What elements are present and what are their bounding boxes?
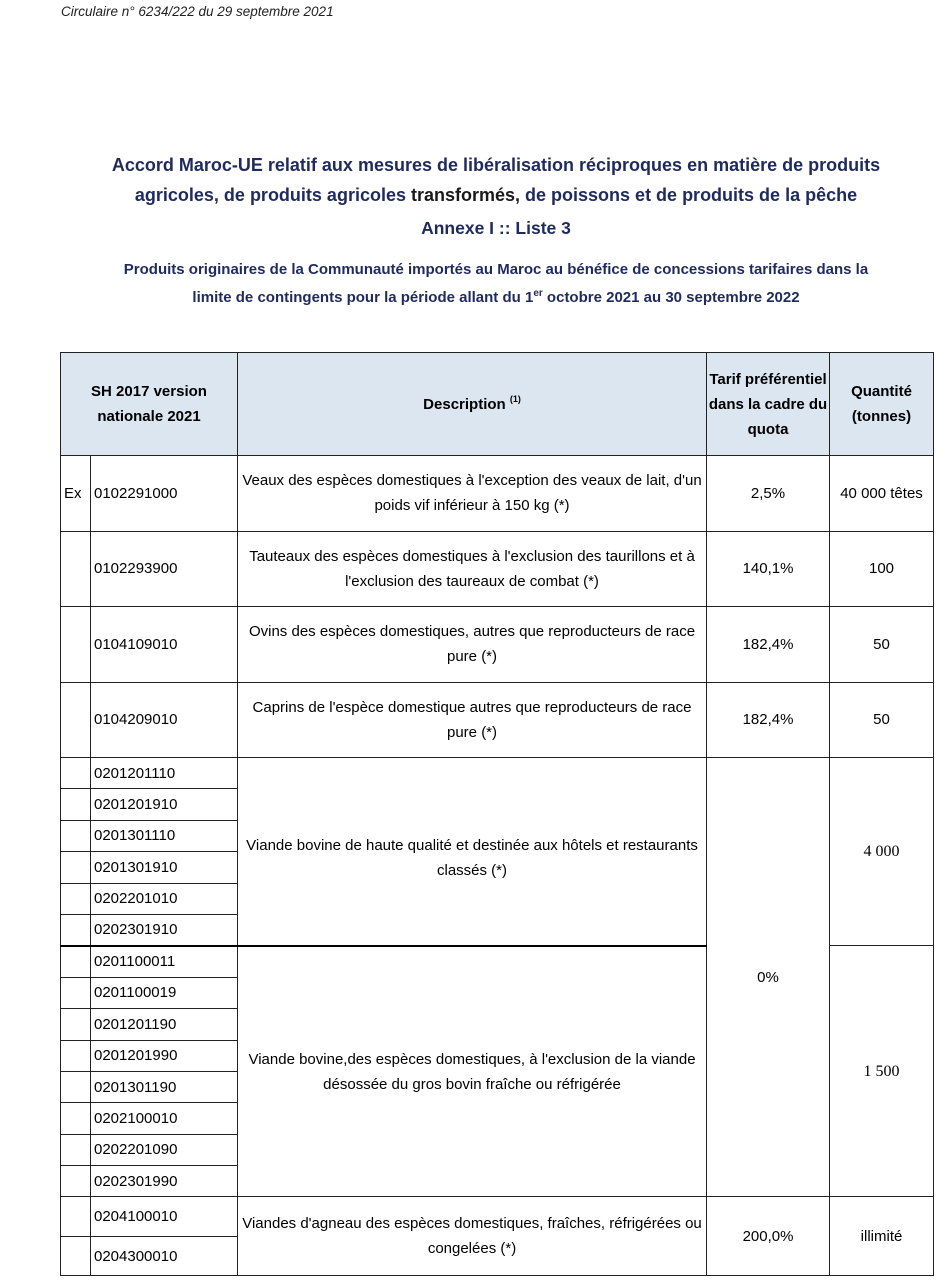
title-line-2 [60, 180, 932, 210]
ex-flag [61, 820, 91, 851]
sh-code: 0201100011 [91, 946, 238, 977]
title-line-2b: transformés, [410, 185, 521, 205]
header-quantite [830, 353, 934, 456]
ex-flag [61, 789, 91, 820]
quantite: 50 [830, 607, 934, 683]
tarif: 140,1% [707, 531, 830, 607]
ex-flag [61, 607, 91, 683]
header-sh [61, 353, 238, 456]
subtitle-line-2b: octobre 2021 au 30 septembre 2022 [542, 289, 800, 306]
tarif: 182,4% [707, 607, 830, 683]
description: Veaux des espèces domestiques à l'exception des veaux de lait, d'un poids vif inférieur à 150 kg (*) [238, 456, 707, 532]
sh-code: 0201201990 [91, 1040, 238, 1071]
sh-code: 0202301910 [91, 914, 238, 945]
table-header-row [61, 353, 934, 456]
sh-code: 0102293900 [91, 531, 238, 607]
header-description-label: Description [423, 395, 506, 413]
table-row [61, 607, 934, 683]
ex-flag [61, 758, 91, 789]
title-line-2c: de poissons et de produits de la pêche [520, 185, 858, 205]
tarif: 0% [707, 758, 830, 1197]
quantite: 50 [830, 682, 934, 758]
ex-flag [61, 1134, 91, 1165]
sh-code: 0201100019 [91, 977, 238, 1008]
subtitle-line-1: Produits originaires de la Communauté importés au Maroc au bénéfice de concessions tarifaires dans la [123, 261, 869, 278]
document-title [60, 150, 932, 210]
sh-code: 0201201910 [91, 789, 238, 820]
table-row [61, 1197, 934, 1237]
table-row [61, 682, 934, 758]
header-quantite-label: Quantité (tonnes) [851, 383, 912, 425]
ex-flag [61, 852, 91, 883]
ordinal-superscript: er [533, 288, 543, 299]
ex-flag [61, 914, 91, 945]
footnote-marker: (1) [509, 393, 521, 404]
description: Tauteaux des espèces domestiques à l'exclusion des taurillons et à l'exclusion des taureaux de combat (*) [238, 531, 707, 607]
sh-code: 0201201190 [91, 1009, 238, 1040]
ex-flag [61, 1236, 91, 1276]
description: Ovins des espèces domestiques, autres que reproducteurs de race pure (*) [238, 607, 707, 683]
sh-code: 0104109010 [91, 607, 238, 683]
table-row [61, 531, 934, 607]
quantite: 1 500 [830, 946, 934, 1197]
table-row [61, 758, 934, 789]
title-line-2a: agricoles, de produits agricoles [134, 185, 411, 205]
tarif: 182,4% [707, 682, 830, 758]
title-line-1: Accord Maroc-UE relatif aux mesures de libéralisation réciproques en matière de produits [111, 155, 881, 175]
sh-code: 0201201110 [91, 758, 238, 789]
ex-flag [61, 1040, 91, 1071]
ex-flag [61, 883, 91, 914]
sh-code: 0202301990 [91, 1166, 238, 1197]
ex-flag [61, 946, 91, 977]
sh-code: 0201301190 [91, 1071, 238, 1102]
sh-code: 0202201090 [91, 1134, 238, 1165]
ex-flag: Ex [61, 456, 91, 532]
description: Viandes d'agneau des espèces domestiques, fraîches, réfrigérées ou congelées (*) [238, 1197, 707, 1276]
ex-flag [61, 1166, 91, 1197]
sh-code: 0201301110 [91, 820, 238, 851]
sh-code: 0202201010 [91, 883, 238, 914]
sh-code: 0204300010 [91, 1236, 238, 1276]
sh-code: 0104209010 [91, 682, 238, 758]
header-sh-label: SH 2017 version nationale 2021 [91, 383, 207, 425]
description: Caprins de l'espèce domestique autres que reproducteurs de race pure (*) [238, 682, 707, 758]
header-tarif [707, 353, 830, 456]
ex-flag [61, 977, 91, 1008]
circulaire-reference: Circulaire n° 6234/222 du 29 septembre 2021 [61, 4, 334, 19]
table-row [61, 456, 934, 532]
ex-flag [61, 531, 91, 607]
quantite: 4 000 [830, 758, 934, 946]
header-description [238, 353, 707, 456]
ex-flag [61, 1009, 91, 1040]
annex-heading: Annexe I :: Liste 3 [421, 218, 571, 238]
quota-table [60, 352, 934, 1276]
description: Viande bovine de haute qualité et destinée aux hôtels et restaurants classés (*) [238, 758, 707, 946]
subtitle-line-2a: limite de contingents pour la période allant du 1 [192, 289, 534, 306]
tarif: 2,5% [707, 456, 830, 532]
quantite: 40 000 têtes [830, 456, 934, 532]
quantite: 100 [830, 531, 934, 607]
header-tarif-label: Tarif préférentiel dans la cadre du quota [708, 370, 828, 438]
ex-flag [61, 1103, 91, 1134]
sh-code: 0202100010 [91, 1103, 238, 1134]
sh-code: 0102291000 [91, 456, 238, 532]
sh-code: 0201301910 [91, 852, 238, 883]
quantite: illimité [830, 1197, 934, 1276]
subtitle-line-2 [60, 284, 932, 312]
ex-flag [61, 682, 91, 758]
description: Viande bovine,des espèces domestiques, à l'exclusion de la viande désossée du gros bovin fraîche ou réfrigérée [238, 946, 707, 1197]
sh-code: 0204100010 [91, 1197, 238, 1237]
ex-flag [61, 1071, 91, 1102]
document-subtitle [60, 256, 932, 312]
tarif: 200,0% [707, 1197, 830, 1276]
ex-flag [61, 1197, 91, 1237]
